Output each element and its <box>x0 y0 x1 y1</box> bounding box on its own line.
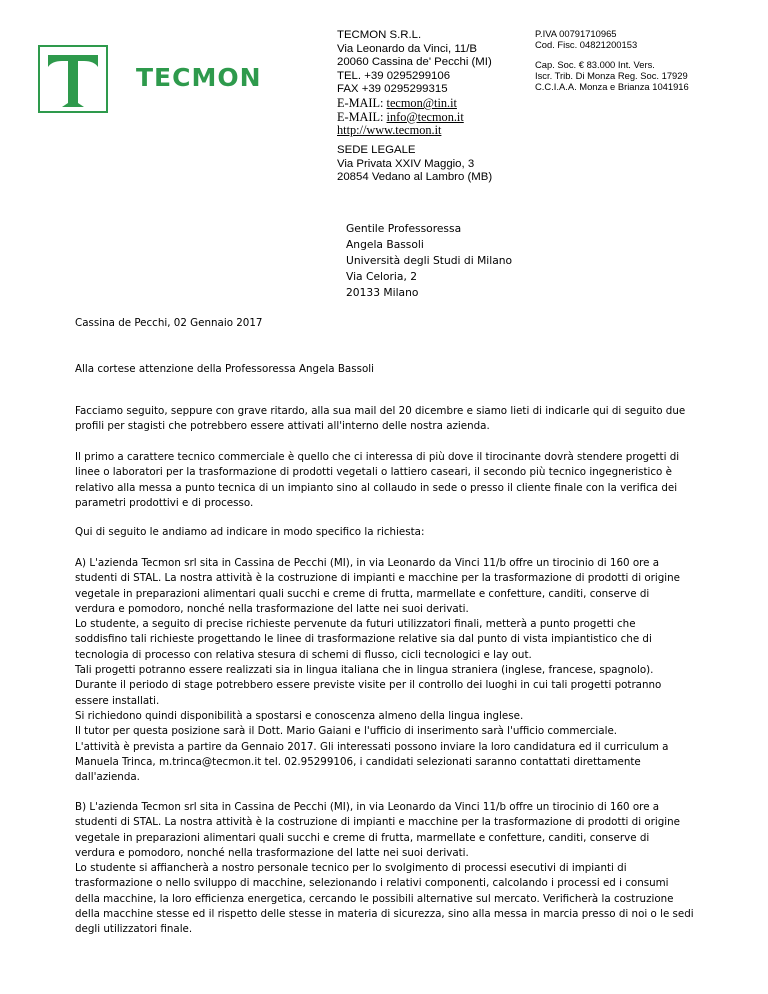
fiscal-piva: P.IVA 00791710965 <box>535 28 617 39</box>
intro-paragraph: Facciamo seguito, seppure con grave ritardo, alla sua mail del 20 dicembre e siamo lieti di indicarle qui di seguito due profili per stagisti che potrebbero essere attivati all'interno delle nostra azienda. <box>75 405 686 433</box>
recipient-line: 20133 Milano <box>346 286 419 299</box>
company-email-1: E-MAIL: tecmon@tin.it <box>337 95 457 110</box>
company-fax: FAX +39 0295299315 <box>337 83 448 96</box>
recipient-line: Università degli Studi di Milano <box>346 254 513 267</box>
attention-line: Alla cortese attenzione della Professoressa Angela Bassoli <box>75 363 374 375</box>
company-street: Via Leonardo da Vinci, 11/B <box>337 42 477 55</box>
sede-street: Via Privata XXIV Maggio, 3 <box>337 157 475 170</box>
profiles-paragraph: Il primo a carattere tecnico commerciale è quello che ci interessa di più dove il tirocinante dovrà stendere progetti di linee o laboratori per la trasformazione di prodotti vegetali o lattiero caseari, il secondo più tecnico ingegneristico è relativo alla messa a punto tecnica di un impianto sino al collaudo in sede o presso il cliente finale con la verifica dei parametri prodottivi e di processo. <box>75 451 680 509</box>
section-b: B) L'azienda Tecmon srl sita in Cassina de Pecchi (MI), in via Leonardo da Vinci 11/b offre un tirocinio di 160 ore a studenti di STAL. La nostra attività è la costruzione di impianti e macchine per la trasformazione di prodotti di origine vegetale in preparazioni alimentari quali succhi e creme di frutta, marmellate e confetture, canditi, conserve di verdura e pomodoro, nonché nella trasformazione del latte nei suoi derivati. Lo studente si affiancherà a nostro personale tecnico per lo svolgimento di processi esecutivi di impianti di trasformazione o nello sviluppo di macchine, selezionando i relativi componenti, calcolando i processi ed i consumi della macchine, la loro efficienza energetica, cercando le possibili alternative sul mercato. Verificherà la costruzione della macchine stesse ed il rispetto delle stesse in materia di sicurezza, sino alla messa in marcia presso di noi o le sedi degli utilizzatori finale. <box>75 801 694 936</box>
recipient-line: Via Celoria, 2 <box>346 270 418 283</box>
date-line: Cassina de Pecchi, 02 Gennaio 2017 <box>75 317 263 329</box>
company-header <box>337 29 492 138</box>
sede-title: SEDE LEGALE <box>337 144 416 156</box>
company-tel: TEL. +39 0295299106 <box>337 69 451 82</box>
logo-t-icon <box>40 47 106 111</box>
email-link-2[interactable]: info@tecmon.it <box>386 109 464 124</box>
recipient-line: Angela Bassoli <box>346 238 424 251</box>
registered-office <box>337 144 492 185</box>
sede-city: 20854 Vedano al Lambro (MB) <box>337 171 493 184</box>
fiscal-info <box>535 28 689 92</box>
company-logo <box>38 45 288 115</box>
company-email-2: E-MAIL: info@tecmon.it <box>337 109 464 124</box>
fiscal-capital: Cap. Soc. € 83.000 Int. Vers. <box>535 59 655 70</box>
fiscal-registry: Iscr. Trib. Di Monza Reg. Soc. 17929 <box>535 70 688 81</box>
logo-wordmark: TECMON <box>136 63 262 92</box>
fiscal-cciaa: C.C.I.A.A. Monza e Brianza 1041916 <box>535 81 689 92</box>
logo-t-mark <box>38 45 108 113</box>
company-website-link[interactable]: http://www.tecmon.it <box>337 123 442 138</box>
email-link-1[interactable]: tecmon@tin.it <box>386 95 457 110</box>
section-a: A) L'azienda Tecmon srl sita in Cassina de Pecchi (MI), in via Leonardo da Vinci 11/b offre un tirocinio di 160 ore a studenti di STAL. La nostra attività è la costruzione di impianti e macchine per la trasformazione di prodotti di origine vegetale in preparazioni alimentari quali succhi e creme di frutta, marmellate e confetture, canditi, conserve di verdura e pomodoro, nonché nella trasformazione del latte nei suoi derivati. Lo studente, a seguito di precise richieste pervenute da futuri utilizzatori finali, metterà a punto progetti che soddisfino tali richieste progettando le linee di trasformazione relative sia dal punto di vista impiantistico che di tecnologia di processo con relativa stesura di schemi di flusso, cicli tecnologici e lay out. Tali progetti potranno essere realizzati sia in lingua italiana che in lingua straniera (inglese, francese, spagnolo). Durante il periodo di stage potrebbero essere previste visite per il controllo dei luoghi in cui tali progetti potranno essere installati. Si richiedono quindi disponibilità a spostarsi e conoscenza almeno della lingua inglese. Il tutor per questa posizione sarà il Dott. Mario Gaiani e l'ufficio di inserimento sarà l'ufficio commerciale. L'attività è prevista a partire da Gennaio 2017. Gli interessati possono inviare la loro candidatura ed il curriculum a Manuela Trinca, m.trinca@tecmon.it tel. 02.95299106, i candidati selezionati saranno contattati direttamente dall'azienda. <box>75 557 680 784</box>
company-city: 20060 Cassina de' Pecchi (MI) <box>337 56 492 69</box>
request-intro: Qui di seguito le andiamo ad indicare in modo specifico la richiesta: <box>75 526 425 538</box>
fiscal-cf: Cod. Fisc. 04821200153 <box>535 39 638 50</box>
recipient-line: Gentile Professoressa <box>346 222 462 235</box>
company-name: TECMON S.R.L. <box>337 29 422 41</box>
recipient-address <box>346 221 512 301</box>
